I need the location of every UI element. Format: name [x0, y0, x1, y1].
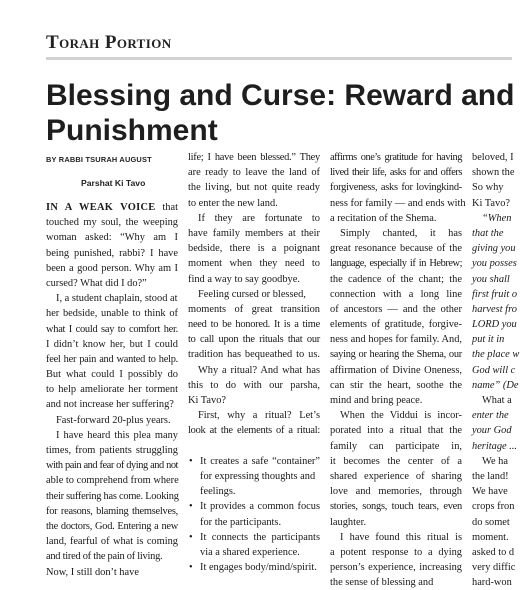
text-line: have family members at their — [188, 227, 320, 239]
text-line: the living, but not quite ready — [188, 182, 320, 194]
text-line: laughter. — [330, 516, 367, 528]
text-line: shown the — [472, 167, 515, 179]
text-line: affirms one’s gratitude for having — [330, 152, 462, 163]
byline: BY RABBI TSURAH AUGUST — [46, 155, 152, 164]
text-line: that the — [472, 227, 504, 239]
text-line: of ancestors — and the other — [330, 303, 462, 315]
text-line: Ki Tavo? — [188, 395, 227, 406]
text-line: times, from patients struggling — [46, 445, 178, 456]
text-line: ness and hopes for family. And, — [330, 334, 462, 346]
text-line: name” (De — [472, 379, 519, 391]
text-line: for expressing thoughts and — [200, 470, 316, 482]
text-line: Simply chanted, it has — [340, 227, 462, 239]
text-line: the cadence of the chant; the — [330, 273, 462, 285]
text-line: the land! — [472, 470, 509, 482]
text-line: a potent response to a dying — [330, 546, 462, 558]
section-divider — [46, 57, 512, 60]
text-line: So why — [472, 182, 504, 194]
text-line: connection with a long line — [330, 288, 462, 300]
text-line: and not increase her suffering? — [46, 399, 174, 411]
text-line: moment. — [472, 531, 509, 543]
text-line: been a good person. Why am I — [46, 262, 178, 274]
text-line: Fast-forward 20-plus years. — [56, 414, 171, 426]
text-line: bedside, there is a poignant — [188, 243, 320, 255]
text-line: When the Viddui is incor- — [340, 410, 462, 422]
text-line: are ready to leave the land of — [188, 167, 320, 179]
text-line: porated into a ritual that the — [330, 425, 462, 437]
text-line: ness for family — and ends with — [330, 197, 466, 209]
text-line: But what could I possibly do — [46, 369, 178, 381]
text-line: this to do with our parsha, — [188, 379, 320, 391]
text-line: you shall — [472, 273, 510, 285]
text-line: I, a student chaplain, stood at — [56, 293, 178, 305]
text-line: I have found this ritual is — [340, 531, 462, 543]
text-line: it becomes the center of a — [330, 455, 462, 467]
text-line: tradition has bequeathed to us. — [188, 349, 320, 361]
bullet-item: • It connects the participants — [188, 530, 320, 545]
text-line: hard-won — [472, 577, 512, 589]
text-line: you posses — [472, 258, 517, 270]
text-line: first fruit o — [472, 288, 518, 300]
text-line: land, fearful of what is coming — [46, 536, 178, 548]
text-line: do somet — [472, 516, 510, 528]
text-line: with pain and fear of dying and not — [46, 460, 178, 472]
text-line: to help ameliorate her torment — [46, 384, 178, 396]
text-line: LORD you — [472, 319, 517, 331]
text-line: If they are fortunate to — [198, 212, 320, 224]
text-line: elements of gratitude, forgive- — [330, 319, 462, 331]
text-line: I didn’t know her, but I could — [46, 338, 178, 350]
text-line: feel her pain and wanted to help. — [46, 353, 178, 365]
text-line: heritage ... — [472, 440, 518, 452]
text-line: What a — [482, 395, 512, 406]
text-line: Feeling cursed or blessed, — [198, 288, 306, 300]
text-line: beloved, I — [472, 152, 514, 163]
text-line: Why a ritual? And what has — [198, 364, 320, 376]
text-line: can stir the heart, soothe the — [330, 379, 462, 391]
text-line: their suffering has come. Looking — [46, 490, 179, 502]
article-headline — [46, 78, 526, 148]
bullet-item: • It provides a common focus — [188, 499, 320, 514]
text-line: crops fron — [472, 501, 515, 513]
text-line: a recitation of the Shema. — [330, 212, 437, 224]
text-line: look at the elements of a ritual: — [188, 425, 320, 437]
text-line: via a shared experience. — [200, 546, 300, 558]
article-column-2 — [188, 150, 320, 575]
parsha-subhead: Parshat Ki Tavo — [81, 178, 146, 188]
text-line: for reasons, blaming themselves, — [46, 505, 178, 517]
text-line: moment when they need to — [188, 258, 320, 270]
lead-in: IN A WEAK VOICE — [46, 202, 156, 213]
text-line: enter the — [472, 410, 509, 422]
text-line: the doctors, God. Entering a new — [46, 520, 178, 532]
text-line: your God — [472, 425, 512, 437]
text-line: lived their life, asks for and offers — [330, 167, 462, 179]
text-line: the sense of blessing and — [330, 577, 434, 589]
text-line: giving you — [472, 243, 516, 255]
text-line: to enter the new land. — [188, 197, 278, 209]
text-line: Now, I still don’t have — [46, 566, 139, 578]
text-line: put it in — [472, 334, 505, 346]
text-line: to call upon the rituals that our — [188, 334, 320, 346]
text-line: I have heard this plea many — [56, 429, 178, 441]
article-column-4 — [472, 150, 532, 590]
text-line: language, especially if in Hebrew; — [330, 258, 462, 270]
text-line: family can participate in, — [330, 440, 462, 452]
text-line: Ki Tavo? — [472, 197, 511, 209]
text-line: love and memories, through — [330, 486, 462, 498]
article-column-1 — [46, 200, 178, 580]
text-line: mind and bring peace. — [330, 395, 423, 406]
text-line: We ha — [482, 455, 508, 467]
text-line: God will c — [472, 364, 516, 376]
text-line: and tired of the pain of living. — [46, 551, 163, 563]
text-line: what I could say to comfort her. — [46, 323, 178, 335]
text-line: for the participants. — [200, 516, 282, 528]
text-line: life; I have been blessed.” They — [188, 152, 320, 163]
text-line: “When — [482, 212, 512, 224]
text-line: cursed? What did I do?” — [46, 277, 147, 289]
text-line: affirmation of Divine Oneness, — [330, 364, 462, 376]
text-line: person’s experience, increasing — [330, 562, 462, 574]
text-line: feelings. — [200, 486, 236, 498]
section-label: Torah Portion — [46, 32, 172, 53]
text-line: woman asked: “Why am I — [46, 232, 178, 244]
text-line: able to comprehend from where — [46, 475, 179, 487]
text-line: being punished, rabbi? I have — [46, 247, 178, 259]
text-line: touched my soul, the weeping — [46, 217, 178, 229]
text-line: find a way to say goodbye. — [188, 273, 300, 285]
text-line: moments of great transition — [188, 303, 320, 315]
text-line — [188, 439, 320, 454]
text-line: asked to d — [472, 546, 515, 558]
headline-line-1: Blessing and Curse: Reward and — [46, 79, 515, 112]
bullet-item: • It engages body/mind/spirit. — [188, 560, 320, 575]
article-column-3 — [330, 150, 466, 590]
bullet-item: • It creates a safe “container” — [188, 454, 320, 469]
text-line: IN A WEAK VOICE that — [46, 202, 178, 213]
text-line: forgiveness, asks for lovingkind- — [330, 182, 462, 194]
text-line: saying or hearing the Shema, our — [330, 349, 462, 361]
text-line: harvest fro — [472, 303, 517, 315]
headline-line-2: Punishment — [46, 114, 218, 147]
text-line: the place w — [472, 349, 520, 361]
text-line: need to be honored. It is a time — [188, 319, 320, 331]
text-line: shared experience of sharing — [330, 470, 462, 482]
text-line: her bedside, unable to think of — [46, 308, 178, 320]
text-line: First, why a ritual? Let’s — [198, 410, 320, 422]
text-line: stories, songs, touch tears, even — [330, 501, 462, 513]
text-line: We have — [472, 486, 508, 498]
text-line: great resonance because of the — [330, 243, 462, 255]
text-line: very diffic — [472, 562, 516, 574]
